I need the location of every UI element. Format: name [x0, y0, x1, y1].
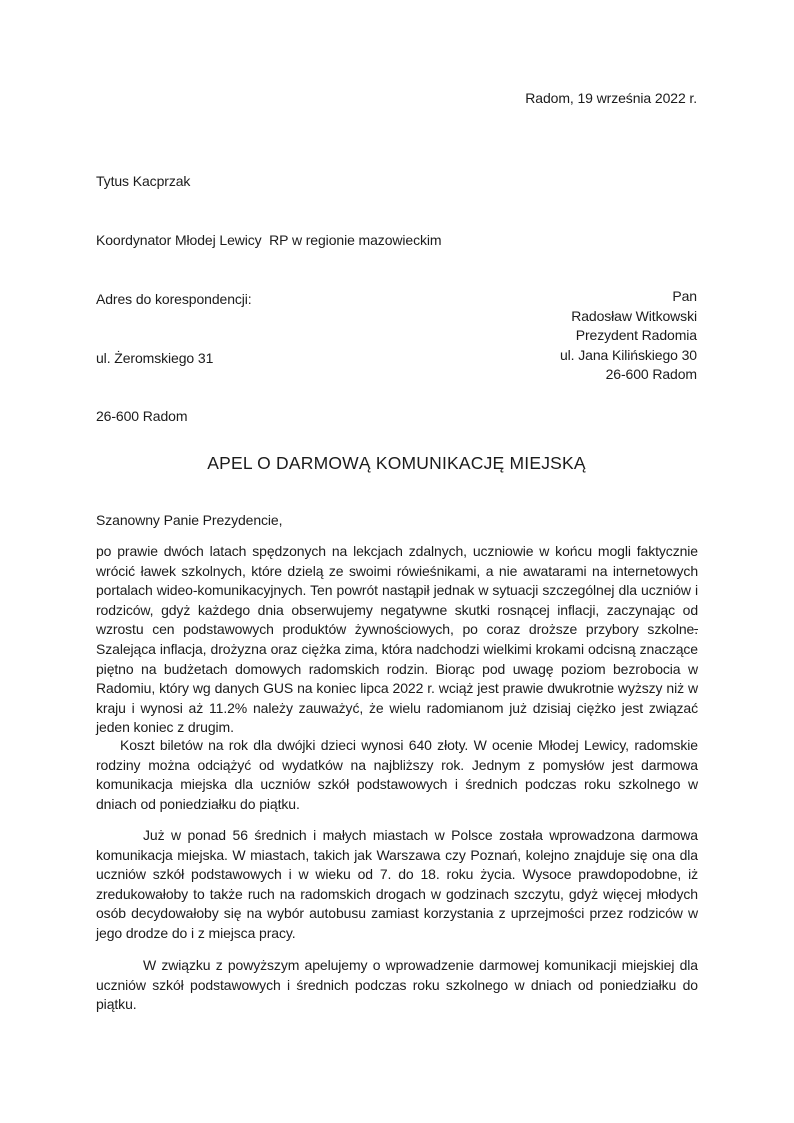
sender-name: Tytus Kacprzak [96, 173, 191, 190]
recipient-block [96, 287, 697, 385]
paragraph-2: Koszt biletów na rok dla dwójki dzieci wynosi 640 złoty. W ocenie Młodej Lewicy, radomskie rodziny można odciążyć od wydatków na najbliższy rok. Jednym z pomysłów jest darmowa komunikacja miejska dla uczniów szkół podstawowych i średnich podczas roku szkolnego w dniach od poniedziałku do piątku. [96, 737, 698, 812]
recipient-honorific: Pan [672, 288, 697, 304]
paragraph-4: W związku z powyższym apelujemy o wprowadzenie darmowej komunikacji miejskiej dla uczniów szkół podstawowych i średnich podczas roku szkolnego w dniach od poniedziałku do piątku. [96, 957, 698, 1013]
paragraph-1-text-after: Szalejąca inflacja, drożyzna oraz ciężka zima, która nadchodzi wielkimi krokami odcisną znaczące piętno na budżetach domowych radomskich rodzin. Biorąc pod uwagę poziom bezrobocia w Radomiu, który wg danych GUS na koniec lipca 2022 r. wciąż jest prawie dwukrotnie wyższy niż w kraju i wynosi aż 11.2% należy zauważyć, że wielu radomianom już dzisiaj ciężko jest związać jeden koniec z drugim. [96, 640, 698, 736]
recipient-name: Radosław Witkowski [571, 307, 697, 324]
paragraph-1-text-before: po prawie dwóch latach spędzonych na lekcjach zdalnych, uczniowie w końcu mogli faktycznie wrócić ławek szkolnych, które dzielą ze swoimi rówieśnikami, a nie awatarami na internetowych portalach wideo-komunikacyjnych. Ten powrót nastąpił jednak w sytuacji szczególnej dla uczniów i rodziców, gdyż każdego dnia obserwujemy negatywne skutki rosnącej inflacji, zaczynając od wzrostu cen podstawowych produktów żywnościowych, po coraz droższe przybory szkolne [96, 543, 698, 638]
letter-title: APEL O DARMOWĄ KOMUNIKACJĘ MIEJSKĄ [207, 453, 586, 473]
salutation: Szanowny Panie Prezydencie, [96, 512, 283, 528]
date-line: Radom, 19 września 2022 r. [525, 90, 697, 106]
sender-role: Koordynator Młodej Lewicy RP w regionie mazowieckim [96, 231, 442, 248]
struck-period: . [694, 621, 698, 638]
sender-street: ul. Żeromskiego 31 [96, 349, 214, 366]
paragraph-1 [96, 542, 698, 738]
recipient-city: 26-600 Radom [605, 366, 697, 383]
sender-city: 26-600 Radom [96, 408, 188, 425]
sender-address-label: Adres do korespondencji: [96, 290, 252, 307]
recipient-role: Prezydent Radomia [575, 327, 697, 344]
recipient-street: ul. Jana Kilińskiego 30 [559, 346, 697, 363]
paragraph-3: Już w ponad 56 średnich i małych miastach w Polsce została wprowadzona darmowa komunikacja miejska. W miastach, takich jak Warszawa czy Poznań, kolejno znajduje się ona dla uczniów szkół podstawowych i w wieku od 7. do 18. roku życia. Wysoce prawdopodobne, iż zredukowałoby to także ruch na radomskich drogach w godzinach szczytu, gdyż więcej młodych osób decydowałoby się na wybór autobusu zamiast korzystania z uprzejmości przez rodziców w jego drodze do i z miejsca pracy. [96, 827, 698, 941]
